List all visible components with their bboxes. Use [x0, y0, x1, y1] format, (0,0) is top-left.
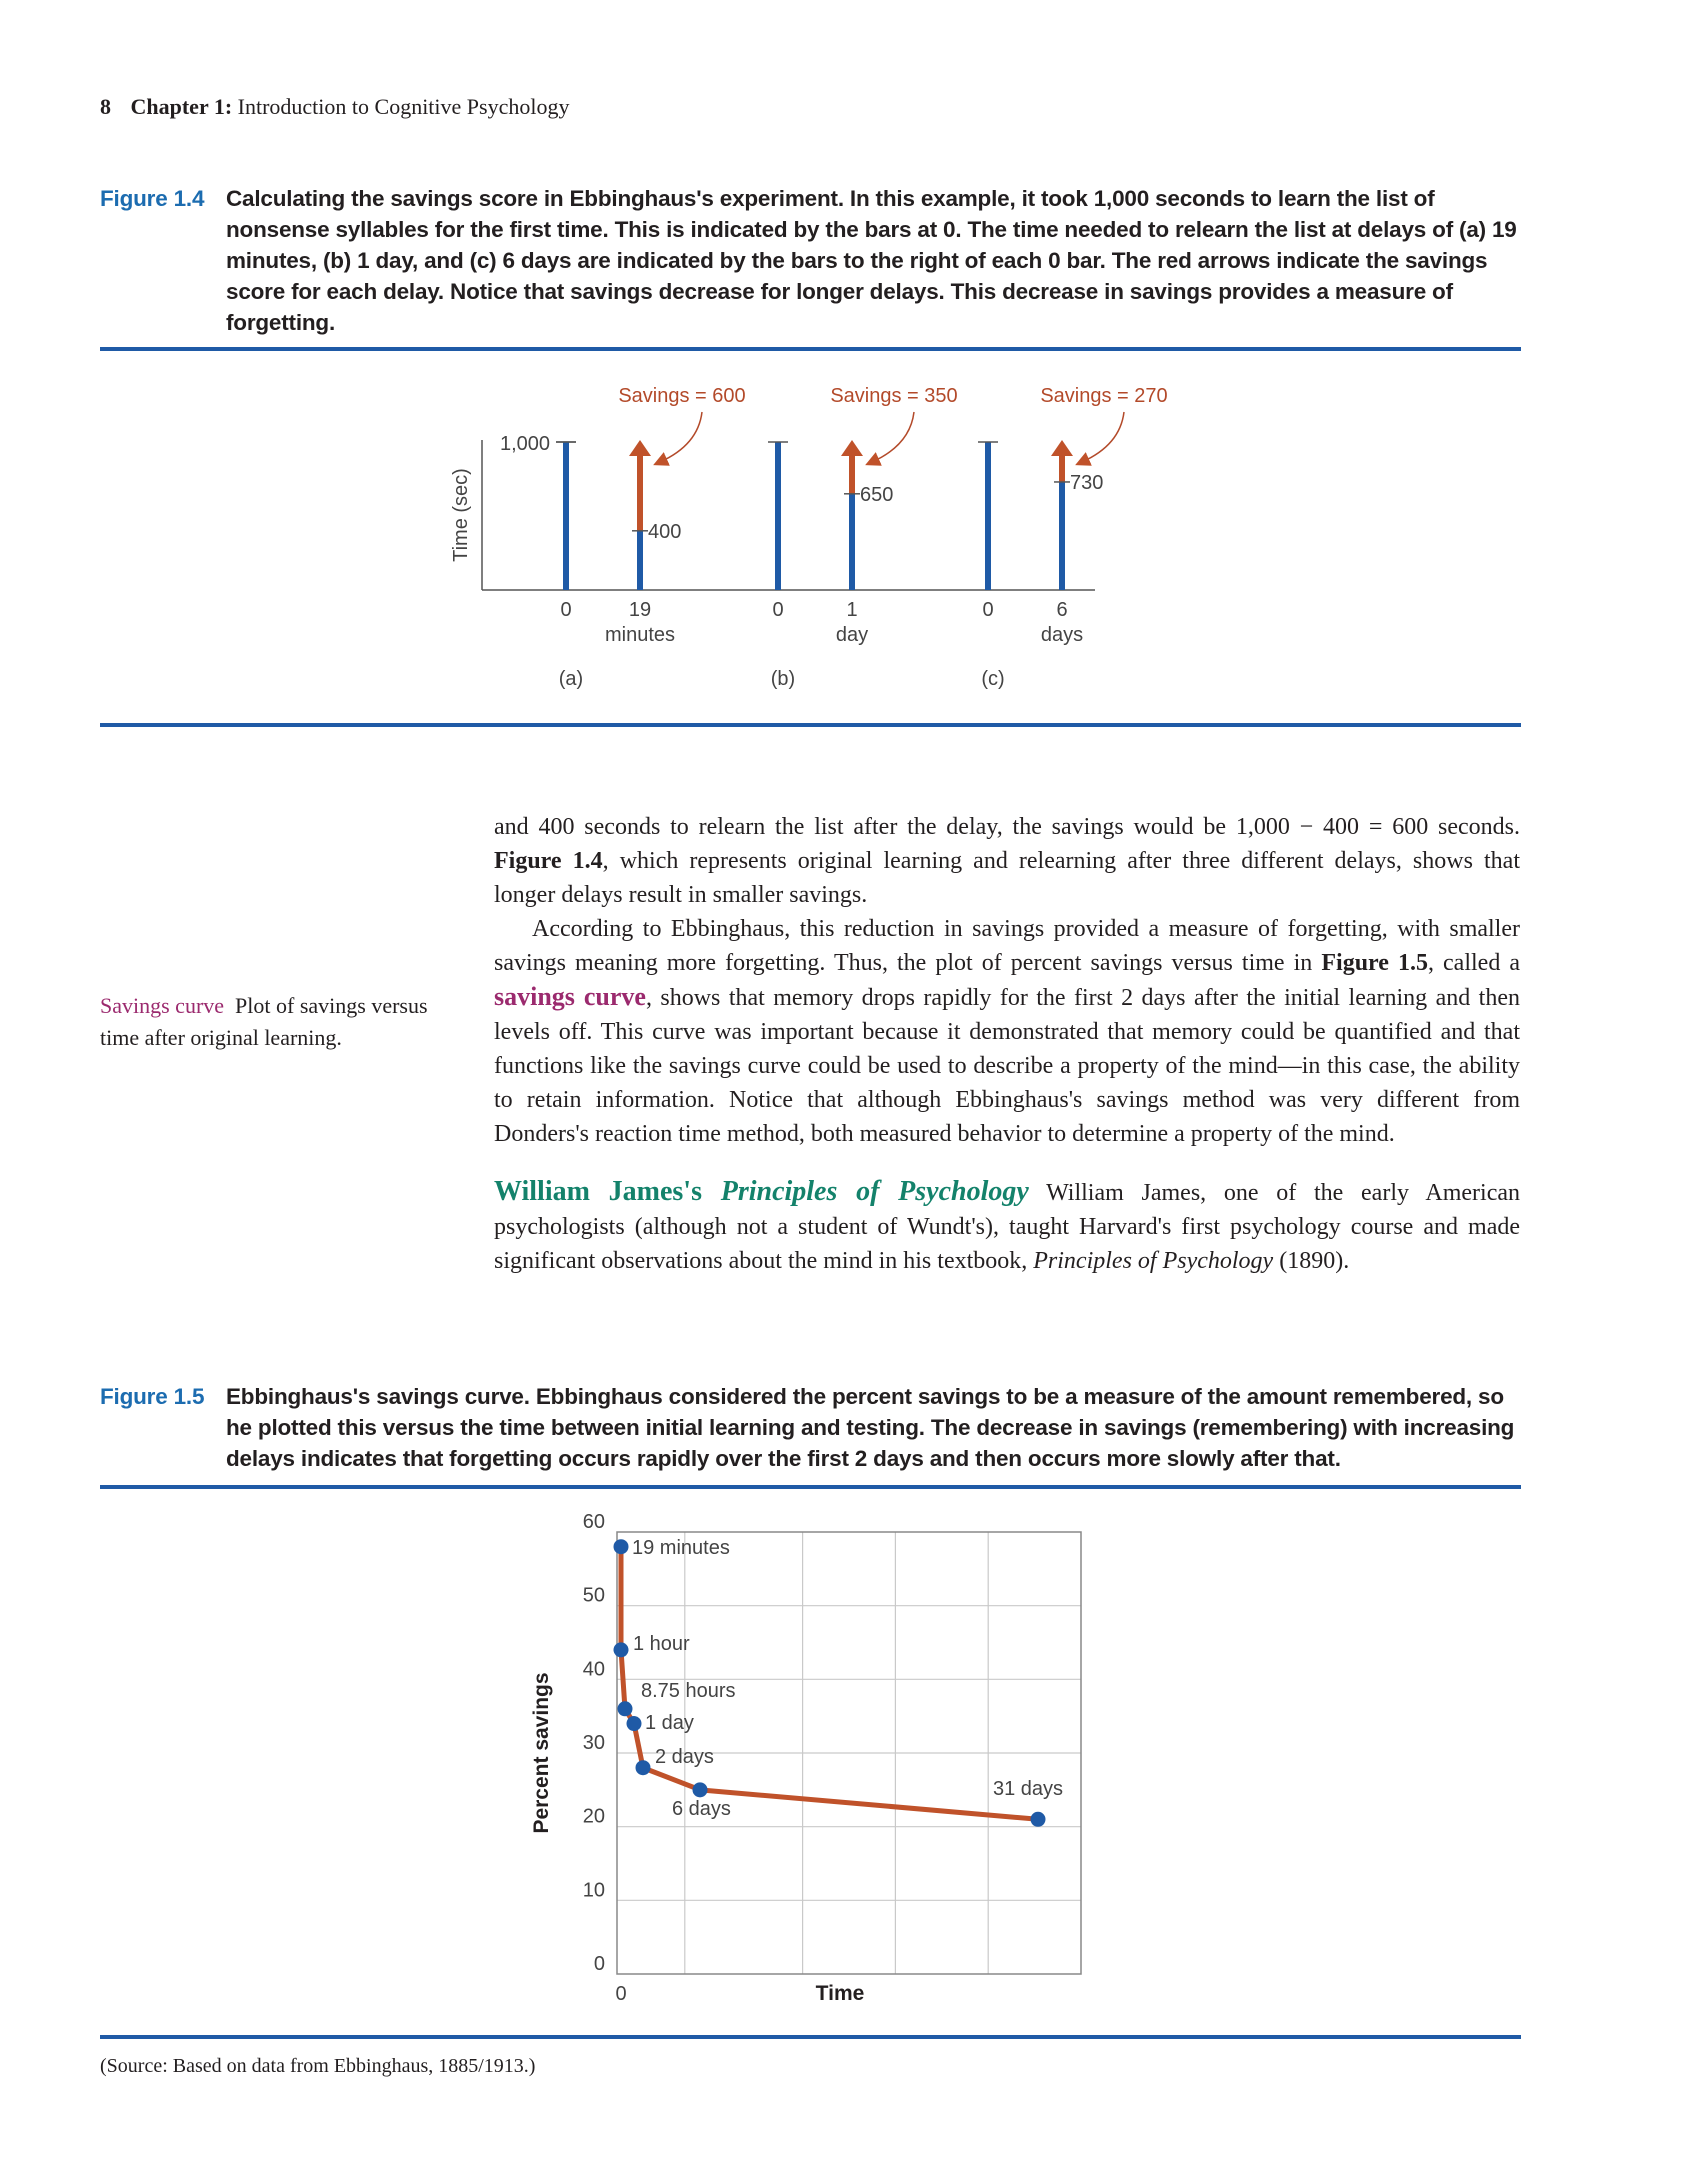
- margin-definition: Plot of savings versus time after original learning.: [100, 993, 428, 1050]
- paragraph: William James's Principles of Psychology William James, one of the early American psychologists (although not a student of Wundt's), taught Harvard's first psychology course and made significant observations about the mind in his textbook, Principles of Psychology (1890).: [494, 1176, 1520, 1274]
- relearn-label: 650: [860, 483, 894, 506]
- data-point: [693, 1782, 708, 1797]
- x-tick-label: 0: [982, 599, 994, 621]
- savings-pointer: [660, 412, 702, 462]
- x-tick-unit: days: [1040, 624, 1084, 646]
- figure-1-4-caption: [100, 183, 1520, 343]
- y-tick-label: 60: [582, 1511, 605, 1533]
- y-tick-label: 50: [582, 1584, 605, 1607]
- savings-label: Savings = 600: [618, 385, 746, 407]
- key-term: savings curve: [494, 982, 646, 1011]
- point-label: 1 day: [645, 1712, 694, 1734]
- margin-term: Savings curve: [100, 993, 225, 1018]
- figure-ref: Figure 1.5: [1321, 950, 1428, 976]
- figure-1-5-label: Figure 1.5: [100, 1384, 205, 1409]
- data-point: [614, 1642, 629, 1657]
- point-label: 1 hour: [633, 1633, 690, 1655]
- paragraph: According to Ebbinghaus, this reduction in savings provided a measure of forgetting, with smaller savings meaning more forgetting. Thus, the plot of percent savings versus time in Figure 1.5, called a savings curve, shows that memory drops rapidly for the first 2 days after the initial learning and then levels off. This curve was important because it demonstrated that memory could be quantified and that functions like the savings curve could be used to describe a property of the mind—in this case, the ability to retain information. Notice that although Ebbinghaus's savings method was very different from Donders's reaction time method, both measured behavior to determine a property of the mind.: [494, 916, 1521, 1147]
- figure-1-4-label: Figure 1.4: [100, 186, 205, 211]
- figure-1-4-caption-text: Calculating the savings score in Ebbinghaus's experiment. In this example, it took 1,000 seconds to learn the list of nonsense syllables for the first time. This is indicated by the bars at 0. The time needed to relearn the list at delays of (a) 19 minutes, (b) 1 day, and (c) 6 days are indicated by the bars to the right of each 0 bar. The red arrows indicate the savings score for each delay. Notice that savings decrease for longer delays. This decrease in savings provides a measure of forgetting.: [226, 186, 1517, 335]
- x-tick-label: 0: [560, 599, 572, 621]
- margin-note: [100, 990, 460, 1054]
- savings-pointer: [1082, 412, 1124, 462]
- panel-label: (b): [770, 668, 796, 690]
- x-tick-unit: minutes: [604, 624, 676, 646]
- x-tick-label: 6: [1056, 599, 1068, 621]
- y-tick-label: 0: [593, 1953, 605, 1975]
- section-heading: William James's Principles of Psychology: [494, 1176, 1029, 1207]
- data-point: [614, 1539, 629, 1554]
- figure-1-4-chart: [0, 360, 1701, 720]
- figure-rule: [100, 723, 1521, 727]
- relearn-label: 730: [1070, 471, 1104, 494]
- y-tick-label: 20: [582, 1805, 605, 1828]
- x-tick-unit: day: [835, 624, 869, 646]
- savings-label: Savings = 350: [830, 385, 958, 407]
- y-tick-label: 10: [582, 1879, 605, 1902]
- point-label: 31 days: [993, 1778, 1064, 1800]
- y-tick-label: 40: [582, 1658, 605, 1681]
- savings-arrowhead: [1051, 440, 1073, 456]
- panel-label: (a): [558, 668, 584, 690]
- book-title: Principles of Psychology: [1033, 1248, 1274, 1274]
- relearn-label: 400: [648, 520, 682, 543]
- data-point: [1031, 1812, 1046, 1827]
- x-tick-label: 1: [846, 599, 858, 621]
- figure-rule: [100, 1485, 1521, 1489]
- body-text: [494, 810, 1520, 1278]
- paragraph: and 400 seconds to relearn the list after the delay, the savings would be 1,000 − 400 = 600 seconds. Figure 1.4, which represents original learning and relearning after three different delays, shows that longer delays result in smaller savings.: [494, 814, 1521, 908]
- chapter-label: Chapter 1:: [130, 94, 233, 119]
- savings-pointer: [872, 412, 914, 462]
- savings-label: Savings = 270: [1040, 385, 1168, 407]
- y-tick-label: 30: [582, 1732, 605, 1754]
- figure-1-5-caption-text: Ebbinghaus's savings curve. Ebbinghaus considered the percent savings to be a measure of the amount remembered, so he plotted this versus the time between initial learning and testing. The decrease in savings (remembering) with increasing delays indicates that forgetting occurs rapidly over the first 2 days and then occurs more slowly after that.: [226, 1384, 1515, 1471]
- figure-1-5-chart: [0, 1500, 1701, 2020]
- page-number: 8: [100, 94, 111, 119]
- x-tick-label: 0: [772, 599, 784, 621]
- data-point: [627, 1716, 642, 1731]
- data-point: [618, 1701, 633, 1716]
- point-label: 6 days: [672, 1798, 731, 1820]
- savings-arrowhead: [629, 440, 651, 456]
- y-axis-label: Time (sec): [450, 468, 472, 562]
- y-tick-label: 1,000: [500, 433, 551, 455]
- running-head: [100, 94, 569, 120]
- x-axis-label: Time: [815, 1982, 865, 2005]
- x-tick-label: 0: [615, 1983, 627, 2005]
- point-label: 8.75 hours: [641, 1680, 736, 1702]
- point-label: 2 days: [655, 1746, 714, 1768]
- savings-arrowhead: [841, 440, 863, 456]
- figure-1-5-caption: [100, 1381, 1520, 1481]
- x-tick-label: 19: [628, 599, 652, 621]
- chapter-title: Introduction to Cognitive Psychology: [237, 94, 570, 119]
- point-label: 19 minutes: [632, 1537, 730, 1559]
- panel-label: (c): [981, 668, 1005, 690]
- y-axis-label: Percent savings: [530, 1672, 553, 1834]
- data-point: [636, 1760, 651, 1775]
- figure-rule: [100, 347, 1521, 351]
- figure-ref: Figure 1.4: [494, 848, 603, 874]
- figure-rule: [100, 2035, 1521, 2039]
- source-note: (Source: Based on data from Ebbinghaus, 1885/1913.): [100, 2055, 536, 2077]
